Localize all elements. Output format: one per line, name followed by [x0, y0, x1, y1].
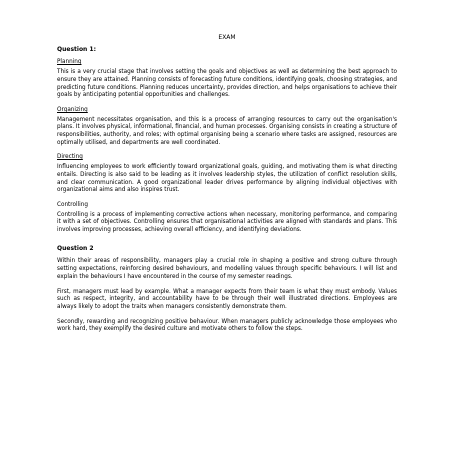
controlling-heading: Controlling	[57, 201, 88, 208]
directing-paragraph: Influencing employees to work efficiently toward organizational goals, guiding, and motivating them is what directing entails. Directing is also said to be leading as it involves leadership styles, the utilization of conflict resolution skills, and clear communication. A good organizational leader drives performance by aligning individual objectives with organizational aims and also inspires trust.	[57, 164, 397, 194]
question-2-paragraph-3: Secondly, rewarding and recognizing positive behaviour. When managers publicly acknowledge those employees who work hard, they exemplify the desired culture and motivate others to follow the steps.	[57, 318, 397, 333]
organizing-heading: Organizing	[57, 106, 88, 113]
organizing-paragraph: Management necessitates organisation, and this is a process of arranging resources to carry out the organisation's plans. It involves physical, informational, financial, and human processes. Organising consists in creating a structure of responsibilities, authority, and roles; with optimal organising being a scenario where tasks are assigned, resources are optimally utilised, and departments are well coordinated.	[57, 116, 397, 146]
controlling-paragraph: Controlling is a process of implementing corrective actions when necessary, monitoring performance, and comparing it with a set of objectives. Controlling ensures that organisational activities are aligned with standards and plans. This involves improving processes, achieving overall efficiency, and identifying deviations.	[57, 211, 397, 234]
question-2-paragraph-2: First, managers must lead by example. What a manager expects from their team is what they must embody. Values such as respect, integrity, and accountability have to be through their well illustrated directions. Employees are always likely to adopt the traits when managers consistently demonstrate them.	[57, 288, 397, 310]
question-2-label: Question 2	[57, 244, 94, 252]
question-2-paragraph-1: Within their areas of responsibility, managers play a crucial role in shaping a positive and strong culture through setting expectations, reinforcing desired behaviours, and modelling values through specific behaviours. I will list and explain the behaviours I have encountered in the course of my semester readings.	[57, 258, 397, 280]
planning-paragraph: This is a very crucial stage that involves setting the goals and objectives as well as determining the best approach to ensure they are attained. Planning consists of forecasting future conditions, identifying goals, choosing strategies, and predicting future conditions. Planning reduces uncertainty, provides direction, and helps organisations to achieve their goals by anticipating potential opportunities and challenges.	[57, 69, 397, 99]
document-page	[57, 34, 397, 341]
question-1-label: Question 1:	[57, 45, 96, 53]
planning-heading: Planning	[57, 59, 82, 66]
document-title: EXAM	[218, 34, 236, 41]
directing-heading: Directing	[57, 154, 83, 161]
